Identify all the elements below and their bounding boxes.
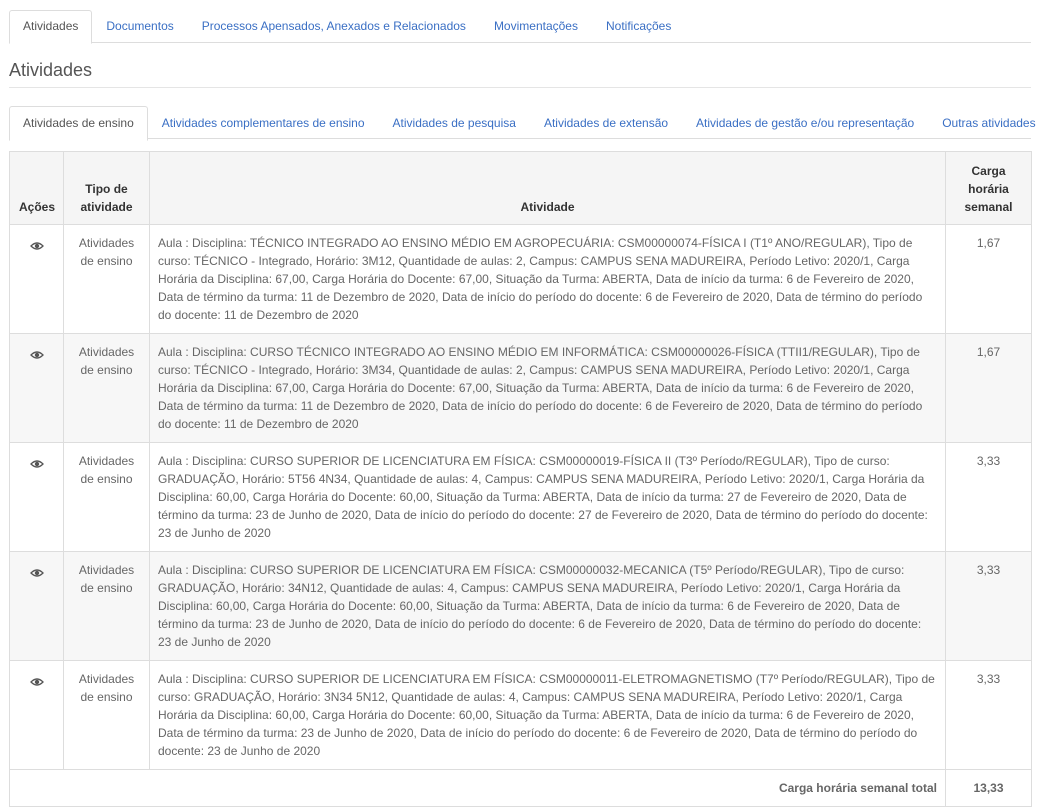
eye-icon[interactable] xyxy=(30,456,44,466)
activities-table xyxy=(9,151,1032,807)
row-actions xyxy=(10,661,64,770)
row-actions xyxy=(10,443,64,552)
total-value: 13,33 xyxy=(946,770,1032,807)
activity-hours: 3,33 xyxy=(946,661,1032,770)
total-label: Carga horária semanal total xyxy=(10,770,946,807)
tab-atividades[interactable]: Atividades xyxy=(9,10,92,44)
activity-type: Atividades de ensino xyxy=(64,443,150,552)
activity-description: Aula : Disciplina: CURSO SUPERIOR DE LICENCIATURA EM FÍSICA: CSM00000019-FÍSICA II (T3º Período/REGULAR), Tipo de curso: GRADUAÇÃO, Horário: 5T56 4N34, Quantidade de aulas: 4, Campus: CAMPUS SENA MADUREIRA, Período Letivo: 2020/1, Carga Horária da Disciplina: 60,00, Carga Horária do Docente: 60,00, Situação da Turma: ABERTA, Data de início da turma: 27 de Fevereiro de 2020, Data de término da turma: 23 de Junho de 2020, Data de início do período do docente: 27 de Fevereiro de 2020, Data de término do período do docente: 23 de Junho de 2020 xyxy=(150,443,946,552)
header-type: Tipo de atividade xyxy=(64,152,150,225)
subtab-gestao[interactable]: Atividades de gestão e/ou representação xyxy=(696,116,915,130)
activity-hours: 3,33 xyxy=(946,443,1032,552)
header-actions: Ações xyxy=(10,152,64,225)
tab-processos[interactable]: Processos Apensados, Anexados e Relacionados xyxy=(201,19,466,33)
row-actions xyxy=(10,225,64,334)
activity-type: Atividades de ensino xyxy=(64,661,150,770)
tab-movimentacoes[interactable]: Movimentações xyxy=(493,19,578,33)
activity-type: Atividades de ensino xyxy=(64,552,150,661)
activity-hours: 3,33 xyxy=(946,552,1032,661)
eye-icon[interactable] xyxy=(30,674,44,684)
eye-icon[interactable] xyxy=(30,347,44,357)
activity-hours: 1,67 xyxy=(946,225,1032,334)
activity-type: Atividades de ensino xyxy=(64,225,150,334)
row-actions xyxy=(10,552,64,661)
activity-hours: 1,67 xyxy=(946,334,1032,443)
table-row xyxy=(10,334,1032,443)
table-row xyxy=(10,443,1032,552)
row-actions xyxy=(10,334,64,443)
eye-icon[interactable] xyxy=(30,565,44,575)
activity-description: Aula : Disciplina: CURSO SUPERIOR DE LICENCIATURA EM FÍSICA: CSM00000032-MECANICA (T5º Período/REGULAR), Tipo de curso: GRADUAÇÃO, Horário: 34N12, Quantidade de aulas: 4, Campus: CAMPUS SENA MADUREIRA, Período Letivo: 2020/1, Carga Horária da Disciplina: 60,00, Carga Horária do Docente: 60,00, Situação da Turma: ABERTA, Data de início da turma: 6 de Fevereiro de 2020, Data de término da turma: 23 de Junho de 2020, Data de início do período do docente: 6 de Fevereiro de 2020, Data de término do período do docente: 23 de Junho de 2020 xyxy=(150,552,946,661)
subtab-extensao[interactable]: Atividades de extensão xyxy=(543,116,669,130)
total-row xyxy=(10,770,1032,807)
page xyxy=(9,10,1036,807)
activity-description: Aula : Disciplina: CURSO SUPERIOR DE LICENCIATURA EM FÍSICA: CSM00000011-ELETROMAGNETISMO (T7º Período/REGULAR), Tipo de curso: GRADUAÇÃO, Horário: 3N34 5N12, Quantidade de aulas: 4, Campus: CAMPUS SENA MADUREIRA, Período Letivo: 2020/1, Carga Horária da Disciplina: 60,00, Carga Horária do Docente: 60,00, Situação da Turma: ABERTA, Data de início da turma: 6 de Fevereiro de 2020, Data de término da turma: 23 de Junho de 2020, Data de início do período do docente: 6 de Fevereiro de 2020, Data de término do período do docente: 23 de Junho de 2020 xyxy=(150,661,946,770)
page-title: Atividades xyxy=(9,59,1031,88)
subtab-outras[interactable]: Outras atividades xyxy=(942,116,1036,130)
activity-description: Aula : Disciplina: CURSO TÉCNICO INTEGRADO AO ENSINO MÉDIO EM INFORMÁTICA: CSM00000026-FÍSICA (TTII1/REGULAR), Tipo de curso: TÉCNICO - Integrado, Horário: 3M34, Quantidade de aulas: 2, Campus: CAMPUS SENA MADUREIRA, Período Letivo: 2020/1, Carga Horária da Disciplina: 67,00, Carga Horária do Docente: 67,00, Situação da Turma: ABERTA, Data de início da turma: 6 de Fevereiro de 2020, Data de término da turma: 11 de Dezembro de 2020, Data de início do período do docente: 6 de Fevereiro de 2020, Data de término do período do docente: 11 de Dezembro de 2020 xyxy=(150,334,946,443)
top-tabs xyxy=(9,10,1031,43)
table-row xyxy=(10,225,1032,334)
table-row xyxy=(10,661,1032,770)
sub-tabs xyxy=(9,106,1036,139)
table-header-row xyxy=(10,152,1032,225)
activity-description: Aula : Disciplina: TÉCNICO INTEGRADO AO ENSINO MÉDIO EM AGROPECUÁRIA: CSM00000074-FÍSICA I (T1º ANO/REGULAR), Tipo de curso: TÉCNICO - Integrado, Horário: 3M12, Quantidade de aulas: 2, Campus: CAMPUS SENA MADUREIRA, Período Letivo: 2020/1, Carga Horária da Disciplina: 67,00, Carga Horária do Docente: 67,00, Situação da Turma: ABERTA, Data de início da turma: 6 de Fevereiro de 2020, Data de término da turma: 11 de Dezembro de 2020, Data de início do período do docente: 6 de Fevereiro de 2020, Data de término do período do docente: 11 de Dezembro de 2020 xyxy=(150,225,946,334)
subtab-pesquisa[interactable]: Atividades de pesquisa xyxy=(392,116,516,130)
tab-documentos[interactable]: Documentos xyxy=(106,19,174,33)
eye-icon[interactable] xyxy=(30,238,44,248)
header-activity: Atividade xyxy=(150,152,946,225)
activity-type: Atividades de ensino xyxy=(64,334,150,443)
header-hours: Carga horária semanal xyxy=(946,152,1032,225)
subtab-complementares[interactable]: Atividades complementares de ensino xyxy=(161,116,365,130)
subtab-ensino[interactable]: Atividades de ensino xyxy=(9,106,148,141)
table-row xyxy=(10,552,1032,661)
tab-notificacoes[interactable]: Notificações xyxy=(605,19,672,33)
